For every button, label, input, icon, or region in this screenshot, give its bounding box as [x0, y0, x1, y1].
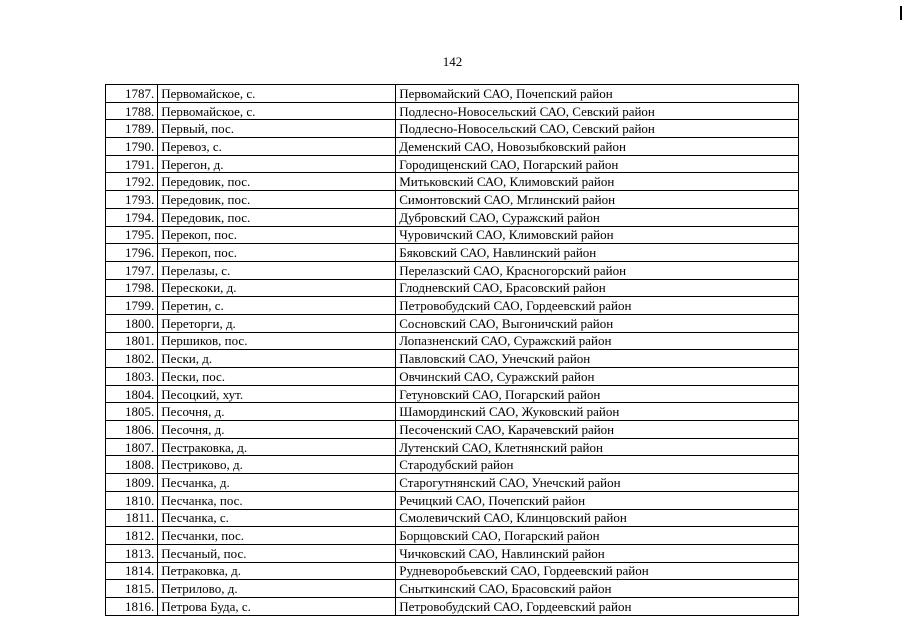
district-cell: Лутенский САО, Клетнянский район	[396, 438, 799, 456]
table-row	[106, 102, 799, 120]
row-number-cell: 1793.	[106, 191, 158, 209]
district-cell: Речицкий САО, Почепский район	[396, 491, 799, 509]
row-number-cell: 1813.	[106, 544, 158, 562]
settlement-name-cell: Передовик, пос.	[158, 173, 396, 191]
table-row	[106, 314, 799, 332]
table-row	[106, 562, 799, 580]
settlement-name-cell: Перекоп, пос.	[158, 244, 396, 262]
row-number-cell: 1808.	[106, 456, 158, 474]
district-cell: Сныткинский САО, Брасовский район	[396, 580, 799, 598]
settlement-name-cell: Песчанка, с.	[158, 509, 396, 527]
row-number-cell: 1814.	[106, 562, 158, 580]
table-row	[106, 297, 799, 315]
row-number-cell: 1794.	[106, 208, 158, 226]
row-number-cell: 1798.	[106, 279, 158, 297]
table-row	[106, 491, 799, 509]
table-row	[106, 155, 799, 173]
row-number-cell: 1805.	[106, 403, 158, 421]
district-cell: Шамординский САО, Жуковский район	[396, 403, 799, 421]
settlement-name-cell: Песчанки, пос.	[158, 527, 396, 545]
district-cell: Борщовский САО, Погарский район	[396, 527, 799, 545]
settlement-name-cell: Передовик, пос.	[158, 208, 396, 226]
row-number-cell: 1807.	[106, 438, 158, 456]
district-cell: Сосновский САО, Выгоничский район	[396, 314, 799, 332]
row-number-cell: 1789.	[106, 120, 158, 138]
table-row	[106, 368, 799, 386]
district-cell: Павловский САО, Унечский район	[396, 350, 799, 368]
settlement-name-cell: Пески, д.	[158, 350, 396, 368]
row-number-cell: 1796.	[106, 244, 158, 262]
district-cell: Рудневоробьевский САО, Гордеевский район	[396, 562, 799, 580]
table-row	[106, 261, 799, 279]
page-edge-mark	[900, 6, 902, 20]
settlement-name-cell: Перескоки, д.	[158, 279, 396, 297]
district-cell: Глодневский САО, Брасовский район	[396, 279, 799, 297]
row-number-cell: 1792.	[106, 173, 158, 191]
row-number-cell: 1791.	[106, 155, 158, 173]
row-number-cell: 1806.	[106, 421, 158, 439]
settlement-name-cell: Перегон, д.	[158, 155, 396, 173]
table-row	[106, 350, 799, 368]
settlement-name-cell: Петрилово, д.	[158, 580, 396, 598]
table-row	[106, 138, 799, 156]
table-row	[106, 456, 799, 474]
row-number-cell: 1804.	[106, 385, 158, 403]
district-cell: Петровобудский САО, Гордеевский район	[396, 297, 799, 315]
row-number-cell: 1787.	[106, 85, 158, 103]
settlement-name-cell: Пески, пос.	[158, 368, 396, 386]
district-cell: Чуровичский САО, Климовский район	[396, 226, 799, 244]
settlement-name-cell: Пестраковка, д.	[158, 438, 396, 456]
row-number-cell: 1810.	[106, 491, 158, 509]
table-row	[106, 509, 799, 527]
settlement-name-cell: Песоцкий, хут.	[158, 385, 396, 403]
district-cell: Митьковский САО, Климовский район	[396, 173, 799, 191]
table-row	[106, 279, 799, 297]
row-number-cell: 1788.	[106, 102, 158, 120]
district-cell: Старогутнянский САО, Унечский район	[396, 474, 799, 492]
table-row	[106, 527, 799, 545]
district-cell: Дубровский САО, Суражский район	[396, 208, 799, 226]
settlement-name-cell: Песочня, д.	[158, 421, 396, 439]
district-cell: Петровобудский САО, Гордеевский район	[396, 597, 799, 615]
table-row	[106, 85, 799, 103]
row-number-cell: 1812.	[106, 527, 158, 545]
settlement-name-cell: Первый, пос.	[158, 120, 396, 138]
row-number-cell: 1799.	[106, 297, 158, 315]
district-cell: Смолевичский САО, Клинцовский район	[396, 509, 799, 527]
settlement-name-cell: Песчанка, д.	[158, 474, 396, 492]
settlement-name-cell: Первомайское, с.	[158, 102, 396, 120]
district-cell: Деменский САО, Новозыбковский район	[396, 138, 799, 156]
table-row	[106, 474, 799, 492]
settlement-name-cell: Петраковка, д.	[158, 562, 396, 580]
table-row	[106, 191, 799, 209]
table-row	[106, 385, 799, 403]
settlement-name-cell: Переторги, д.	[158, 314, 396, 332]
district-cell: Перелазский САО, Красногорский район	[396, 261, 799, 279]
settlement-name-cell: Перекоп, пос.	[158, 226, 396, 244]
row-number-cell: 1811.	[106, 509, 158, 527]
table-row	[106, 332, 799, 350]
table-row	[106, 403, 799, 421]
row-number-cell: 1801.	[106, 332, 158, 350]
settlement-table	[105, 84, 799, 616]
table-row	[106, 438, 799, 456]
settlement-name-cell: Песчаный, пос.	[158, 544, 396, 562]
district-cell: Лопазненский САО, Суражский район	[396, 332, 799, 350]
settlement-name-cell: Песчанка, пос.	[158, 491, 396, 509]
settlement-name-cell: Перетин, с.	[158, 297, 396, 315]
table-row	[106, 544, 799, 562]
district-cell: Симонтовский САО, Мглинский район	[396, 191, 799, 209]
district-cell: Стародубский район	[396, 456, 799, 474]
settlement-name-cell: Песочня, д.	[158, 403, 396, 421]
table-row	[106, 244, 799, 262]
settlement-name-cell: Петрова Буда, с.	[158, 597, 396, 615]
row-number-cell: 1802.	[106, 350, 158, 368]
table-row	[106, 421, 799, 439]
settlement-name-cell: Перевоз, с.	[158, 138, 396, 156]
settlement-name-cell: Перелазы, с.	[158, 261, 396, 279]
settlement-name-cell: Пестриково, д.	[158, 456, 396, 474]
district-cell: Подлесно-Новосельский САО, Севский район	[396, 120, 799, 138]
district-cell: Подлесно-Новосельский САО, Севский район	[396, 102, 799, 120]
row-number-cell: 1816.	[106, 597, 158, 615]
table-row	[106, 208, 799, 226]
table-row	[106, 597, 799, 615]
district-cell: Городищенский САО, Погарский район	[396, 155, 799, 173]
row-number-cell: 1790.	[106, 138, 158, 156]
settlement-name-cell: Первомайское, с.	[158, 85, 396, 103]
row-number-cell: 1803.	[106, 368, 158, 386]
settlement-name-cell: Першиков, пос.	[158, 332, 396, 350]
page-number: 142	[442, 54, 463, 69]
district-cell: Чичковский САО, Навлинский район	[396, 544, 799, 562]
table-row	[106, 120, 799, 138]
row-number-cell: 1797.	[106, 261, 158, 279]
table-row	[106, 173, 799, 191]
row-number-cell: 1809.	[106, 474, 158, 492]
row-number-cell: 1815.	[106, 580, 158, 598]
row-number-cell: 1800.	[106, 314, 158, 332]
settlement-table-body	[106, 85, 799, 616]
district-cell: Песоченский САО, Карачевский район	[396, 421, 799, 439]
district-cell: Гетуновский САО, Погарский район	[396, 385, 799, 403]
row-number-cell: 1795.	[106, 226, 158, 244]
table-row	[106, 226, 799, 244]
district-cell: Бяковский САО, Навлинский район	[396, 244, 799, 262]
district-cell: Овчинский САО, Суражский район	[396, 368, 799, 386]
table-row	[106, 580, 799, 598]
settlement-name-cell: Передовик, пос.	[158, 191, 396, 209]
district-cell: Первомайский САО, Почепский район	[396, 85, 799, 103]
